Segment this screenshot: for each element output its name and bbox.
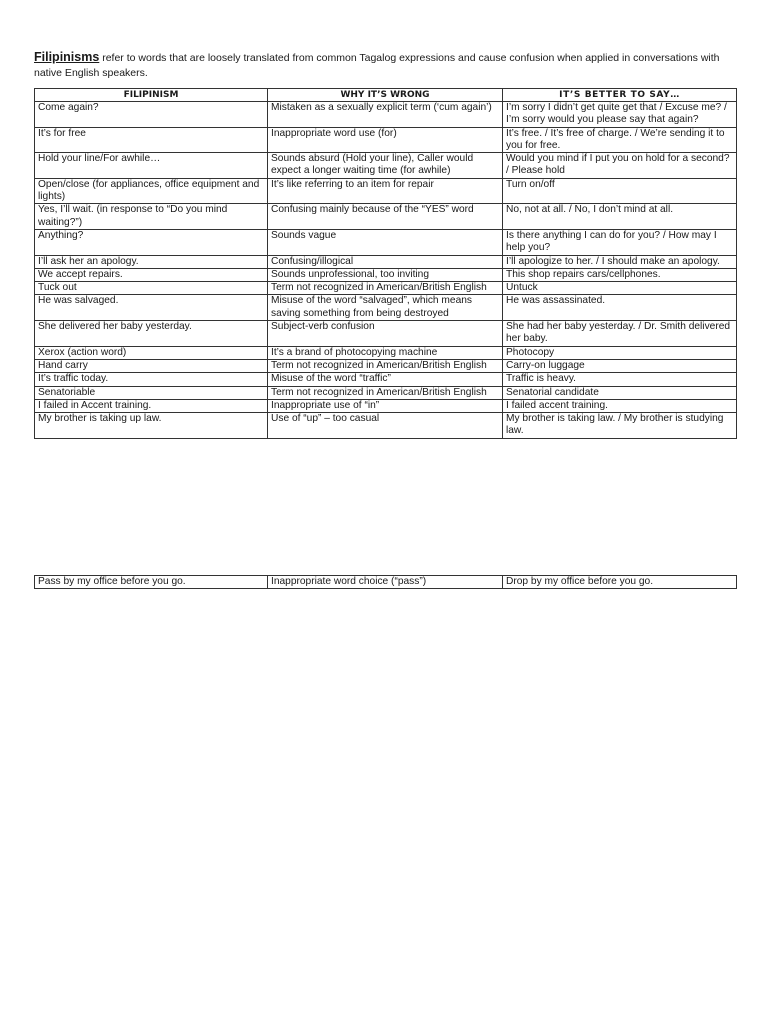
cell-why-wrong: Misuse of the word “traffic” — [268, 373, 503, 386]
cell-filipinism: Anything? — [35, 229, 268, 255]
table-row — [35, 386, 737, 399]
cell-filipinism: Hand carry — [35, 359, 268, 372]
cell-filipinism: Hold your line/For awhile… — [35, 153, 268, 179]
cell-filipinism: Come again? — [35, 102, 268, 128]
cell-filipinism: I’ll ask her an apology. — [35, 255, 268, 268]
cell-filipinism: He was salvaged. — [35, 295, 268, 321]
table-row — [35, 229, 737, 255]
cell-better-to-say: He was assassinated. — [503, 295, 737, 321]
intro-text: refer to words that are loosely translated from common Tagalog expressions and cause confusion when applied in conversations with native English speakers. — [34, 52, 720, 79]
intro-term: Filipinisms — [34, 50, 100, 64]
table-row — [35, 282, 737, 295]
cell-better-to-say: Would you mind if I put you on hold for a second? / Please hold — [503, 153, 737, 179]
cell-why-wrong: Term not recognized in American/British English — [268, 359, 503, 372]
cell-filipinism: I failed in Accent training. — [35, 399, 268, 412]
cell-filipinism: Senatoriable — [35, 386, 268, 399]
cell-better-to-say: Senatorial candidate — [503, 386, 737, 399]
cell-why-wrong: Misuse of the word “salvaged”, which means saving something from being destroyed — [268, 295, 503, 321]
cell-filipinism: It’s for free — [35, 127, 268, 153]
cell-why-wrong: Sounds unprofessional, too inviting — [268, 268, 503, 281]
cell-better-to-say: My brother is taking law. / My brother is studying law. — [503, 413, 737, 439]
cell-why-wrong: Inappropriate word choice (“pass”) — [268, 576, 503, 589]
cell-better-to-say: Traffic is heavy. — [503, 373, 737, 386]
cell-why-wrong: Inappropriate word use (for) — [268, 127, 503, 153]
cell-better-to-say: Untuck — [503, 282, 737, 295]
table-row — [35, 102, 737, 128]
cell-filipinism: We accept repairs. — [35, 268, 268, 281]
cell-why-wrong: It’s a brand of photocopying machine — [268, 346, 503, 359]
header-better-to-say: IT’S BETTER TO SAY… — [503, 89, 737, 102]
cell-why-wrong: Term not recognized in American/British English — [268, 386, 503, 399]
cell-why-wrong: Confusing/illogical — [268, 255, 503, 268]
table-row — [35, 255, 737, 268]
table-header-row — [35, 89, 737, 102]
cell-filipinism: Pass by my office before you go. — [35, 576, 268, 589]
table-row — [35, 321, 737, 347]
cell-why-wrong: Term not recognized in American/British English — [268, 282, 503, 295]
cell-better-to-say: I’m sorry I didn’t get quite get that / Excuse me? / I’m sorry would you please say that again? — [503, 102, 737, 128]
header-why-wrong: WHY IT’S WRONG — [268, 89, 503, 102]
cell-why-wrong: Sounds vague — [268, 229, 503, 255]
cell-better-to-say: I’ll apologize to her. / I should make an apology. — [503, 255, 737, 268]
cell-better-to-say: She had her baby yesterday. / Dr. Smith delivered her baby. — [503, 321, 737, 347]
cell-better-to-say: I failed accent training. — [503, 399, 737, 412]
cell-why-wrong: Inappropriate use of “in” — [268, 399, 503, 412]
table-row — [35, 359, 737, 372]
cell-better-to-say: Drop by my office before you go. — [503, 576, 737, 589]
table-row — [35, 295, 737, 321]
cell-filipinism: It’s traffic today. — [35, 373, 268, 386]
cell-filipinism: My brother is taking up law. — [35, 413, 268, 439]
cell-better-to-say: Carry-on luggage — [503, 359, 737, 372]
cell-why-wrong: Subject-verb confusion — [268, 321, 503, 347]
table-row — [35, 576, 737, 589]
cell-filipinism: Tuck out — [35, 282, 268, 295]
cell-better-to-say: Is there anything I can do for you? / How may I help you? — [503, 229, 737, 255]
table-row — [35, 373, 737, 386]
cell-better-to-say: This shop repairs cars/cellphones. — [503, 268, 737, 281]
table-row — [35, 204, 737, 230]
cell-why-wrong: Mistaken as a sexually explicit term (‘cum again’) — [268, 102, 503, 128]
table-row — [35, 127, 737, 153]
cell-better-to-say: It’s free. / It’s free of charge. / We’re sending it to you for free. — [503, 127, 737, 153]
cell-better-to-say: No, not at all. / No, I don’t mind at all. — [503, 204, 737, 230]
table-row — [35, 346, 737, 359]
cell-why-wrong: It’s like referring to an item for repair — [268, 178, 503, 204]
cell-filipinism: Open/close (for appliances, office equipment and lights) — [35, 178, 268, 204]
header-filipinism: FILIPINISM — [35, 89, 268, 102]
cell-better-to-say: Turn on/off — [503, 178, 737, 204]
filipinisms-table — [34, 88, 737, 439]
cell-why-wrong: Sounds absurd (Hold your line), Caller would expect a longer waiting time (for awhile) — [268, 153, 503, 179]
table-row — [35, 178, 737, 204]
filipinisms-table-continued — [34, 575, 737, 589]
cell-filipinism: Xerox (action word) — [35, 346, 268, 359]
cell-why-wrong: Use of “up” – too casual — [268, 413, 503, 439]
cell-why-wrong: Confusing mainly because of the “YES” word — [268, 204, 503, 230]
cell-better-to-say: Photocopy — [503, 346, 737, 359]
cell-filipinism: She delivered her baby yesterday. — [35, 321, 268, 347]
intro-paragraph — [34, 50, 736, 81]
table-row — [35, 399, 737, 412]
table-row — [35, 413, 737, 439]
table-row — [35, 153, 737, 179]
cell-filipinism: Yes, I’ll wait. (in response to “Do you mind waiting?”) — [35, 204, 268, 230]
table-row — [35, 268, 737, 281]
